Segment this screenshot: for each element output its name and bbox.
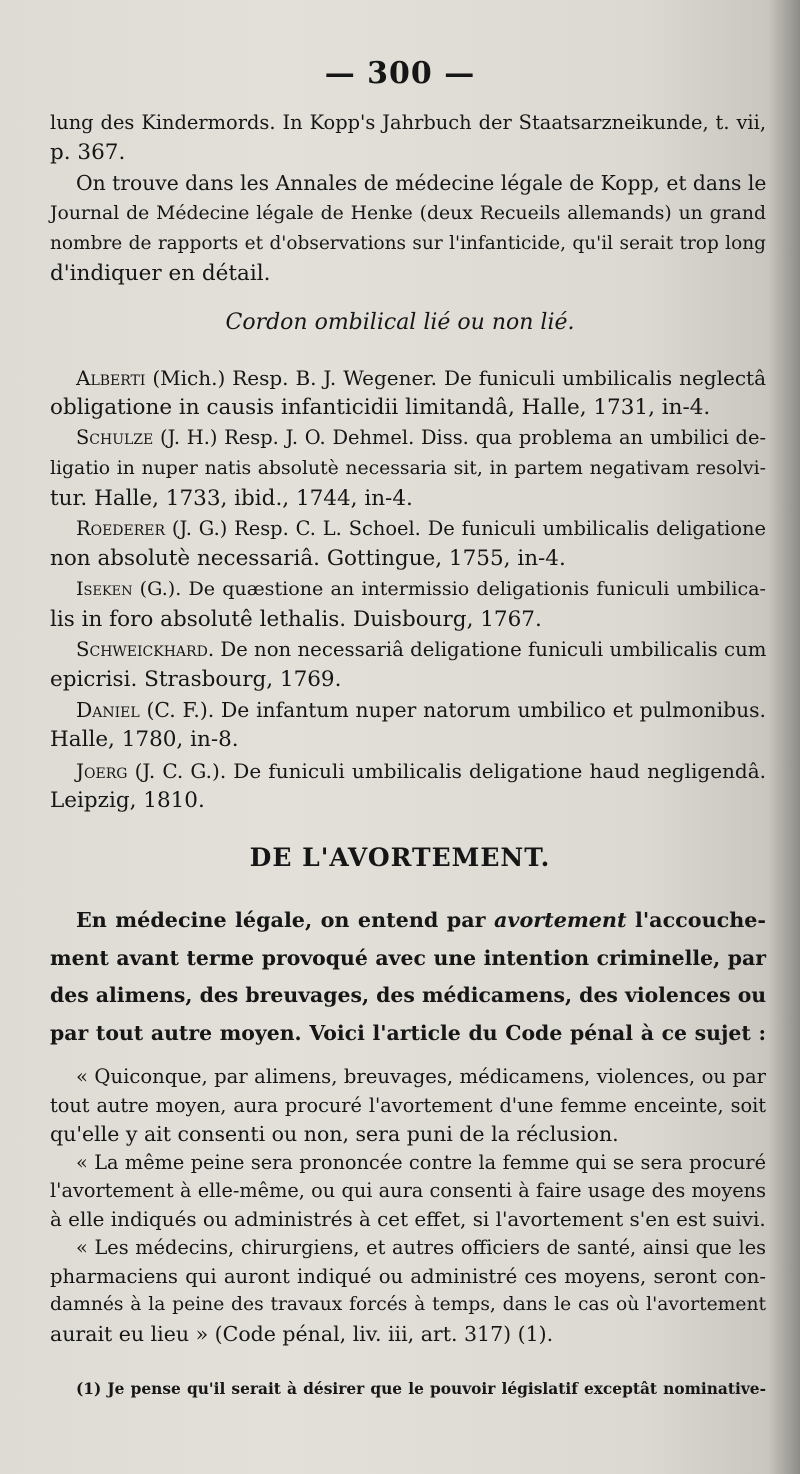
section-title: DE L'AVORTEMENT. — [249, 843, 551, 872]
text-line: « Quiconque, par alimens, breuvages, médicamens, violences, ou par — [76, 1065, 766, 1088]
text-line: « La même peine sera prononcée contre la femme qui se sera procuré — [76, 1150, 766, 1174]
page-number: — 300 — — [324, 56, 476, 91]
text-line: damnés à la peine des travaux forcés à temps, dans le cas où l'avortement — [50, 1294, 766, 1315]
bibliography-list — [50, 363, 766, 816]
bibliography-entry-line — [50, 514, 766, 544]
text-line: à elle indiqués ou administrés à cet effet, si l'avortement s'en est suivi. — [50, 1207, 766, 1231]
text-line: tout autre moyen, aura procuré l'avortement d'une femme enceinte, soit — [50, 1093, 766, 1117]
text-run: En médecine légale, on entend par — [76, 908, 495, 932]
text-line: aurait eu lieu » (Code pénal, liv. iii, art. 317) (1). — [50, 1321, 554, 1346]
bib-text: (J. H.) Resp. J. O. Dehmel. Diss. qua problema an umbilici de- — [153, 426, 766, 450]
text-line: lis in foro absolutê lethalis. Duisbourg, 1767. — [50, 606, 542, 632]
bibliography-entry-line — [50, 363, 766, 393]
text-line: Leipzig, 1810. — [50, 787, 205, 813]
text-line: des alimens, des breuvages, des médicamens, des violences ou — [50, 983, 767, 1007]
text-line: ligatio in nuper natis absolutè necessaria sit, in partem negativam resolvi- — [50, 457, 766, 479]
bib-author: Joerg — [76, 758, 128, 783]
text-line: non absolutè necessariâ. Gottingue, 1755, in-4. — [50, 546, 566, 572]
text-line: obligatione in causis infanticidii limitandâ, Halle, 1731, in-4. — [50, 395, 711, 421]
bibliography-entry-line — [50, 756, 766, 786]
text-line: Journal de Médecine légale de Henke (deux Recueils allemands) un grand — [50, 202, 766, 224]
bib-author: Schweickhard — [76, 637, 208, 661]
emphasis-term: avortement — [494, 908, 627, 932]
text-line — [50, 902, 766, 940]
definition-paragraph — [50, 902, 766, 1052]
bib-author: Schulze — [76, 426, 154, 450]
text-line: d'indiquer en détail. — [50, 261, 271, 287]
text-line: par tout autre moyen. Voici l'article du Code pénal à ce sujet : — [50, 1020, 766, 1045]
text-line: p. 367. — [50, 140, 126, 166]
text-line: qu'elle y ait consenti ou non, sera puni de la réclusion. — [50, 1122, 619, 1146]
code-quotation — [50, 1063, 766, 1348]
text-line: On trouve dans les Annales de médecine légale de Kopp, et dans le — [76, 171, 767, 196]
bib-author: Iseken — [76, 577, 133, 601]
bibliography-entry-line — [50, 423, 766, 453]
text-line: « Les médecins, chirurgiens, et autres officiers de santé, ainsi que les — [76, 1236, 766, 1259]
bib-text: (C. F.). De infantum nuper natorum umbilico et pulmonibus. — [139, 698, 766, 723]
text-line: tur. Halle, 1733, ibid., 1744, in-4. — [50, 485, 413, 511]
text-line: pharmaciens qui auront indiqué ou administré ces moyens, seront con- — [50, 1264, 766, 1288]
bib-text: (Mich.) Resp. B. J. Wegener. De funiculi umbilicalis neglectâ — [145, 366, 766, 390]
subheading: Cordon ombilical lié ou non lié. — [225, 310, 575, 335]
text-line: lung des Kindermords. In Kopp's Jahrbuch der Staatsarzneikunde, t. vii, — [50, 111, 766, 134]
text-run: l'accouche- — [626, 908, 766, 932]
bibliography-entry-line — [50, 574, 766, 604]
text-line: Halle, 1780, in-8. — [50, 727, 239, 753]
bib-text: . De non necessariâ deligatione funiculi umbilicalis cum — [207, 637, 767, 661]
bib-text: (J. G.) Resp. C. L. Schoel. De funiculi umbilicalis deligatione — [165, 517, 766, 541]
text-line: ment avant terme provoqué avec une intention criminelle, par — [50, 945, 766, 970]
text-line: nombre de rapports et d'observations sur l'infanticide, qu'il serait trop long — [50, 232, 766, 254]
footnote-text: (1) Je pense qu'il serait à désirer que le pouvoir législatif exceptât nominative- — [76, 1380, 766, 1398]
bib-author: Alberti — [76, 366, 146, 390]
text-line: l'avortement à elle-même, ou qui aura consenti à faire usage des moyens — [50, 1179, 766, 1202]
text-line: epicrisi. Strasbourg, 1769. — [50, 667, 342, 693]
bib-text: (G.). De quæstione an intermissio deligationis funiculi umbilica- — [132, 577, 766, 601]
intro-paragraph — [50, 108, 766, 289]
bib-author: Daniel — [76, 698, 140, 723]
bibliography-entry-line — [50, 695, 766, 725]
bibliography-entry-line — [50, 635, 766, 665]
footnote — [50, 1378, 766, 1400]
bib-author: Roederer — [76, 517, 166, 541]
bib-text: (J. C. G.). De funiculi umbilicalis deligatione haud negligendâ. — [127, 758, 766, 783]
